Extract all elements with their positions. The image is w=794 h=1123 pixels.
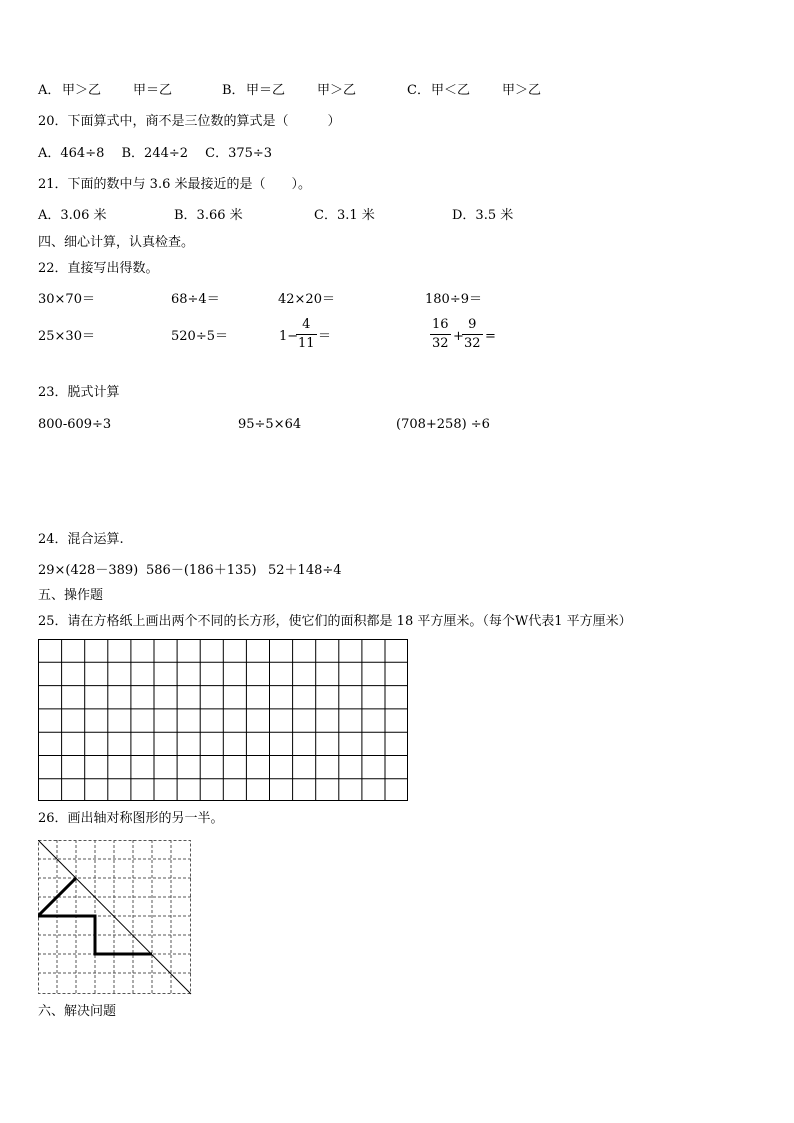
q25-square-grid [38,639,410,803]
q22-item-6: 520÷5＝ [171,329,228,344]
q21-option-c: C．3.1 米 [314,208,375,223]
q25-stem: 25．请在方格纸上画出两个不同的长方形，使它们的面积都是 18 平方厘米。（每个W代表1 平方厘米） [38,614,632,629]
q19-option-a-part2: 甲＝乙 [133,83,173,98]
q20-stem: 20．下面算式中，商不是三位数的算式是（ ） [38,114,341,129]
q19-option-b-part2: 甲＞乙 [317,83,357,98]
q21-stem: 21．下面的数中与 3.6 米最接近的是（ ）。 [38,177,311,192]
q24-item-3: 52＋148÷4 [268,563,342,578]
q22-frac2-plus: + [453,329,464,344]
q19-option-c-part2: 甲＞乙 [502,83,542,98]
q22-frac2-fraction-a [430,317,451,352]
q22-frac2-equals: = [485,329,496,344]
q23-item-1: 800-609÷3 [38,417,112,432]
section-5-heading: 五、操作题 [38,588,104,603]
q26-stem: 26．画出轴对称图形的另一半。 [38,811,224,826]
q22-frac1-lead: 1− [279,329,299,344]
q23-item-3: (708+258) ÷6 [396,417,490,432]
q21-option-a: A．3.06 米 [38,208,107,223]
q22-item-4: 180÷9＝ [425,292,482,307]
fraction-bar [430,334,451,335]
q23-stem: 23．脱式计算 [38,385,120,400]
q22-item-5: 25×30＝ [38,329,95,344]
q22-frac1-fraction [296,317,317,352]
q22-item-3: 42×20＝ [278,292,335,307]
fraction-bar [462,334,483,335]
q19-option-a-label: A． [38,83,61,98]
q22-item-1: 30×70＝ [38,292,95,307]
fraction-bar [296,334,317,335]
q22-frac2-numerator-b: 9 [468,317,477,332]
q19-option-a-part1: 甲＞乙 [62,83,102,98]
q19-option-b-label: B． [222,83,245,98]
q19-option-b-part1: 甲＝乙 [246,83,286,98]
section-6-heading: 六、解决问题 [38,1004,117,1019]
q22-frac2-numerator-a: 16 [432,317,449,332]
q23-item-2: 95÷5×64 [238,417,302,432]
q19-option-c-part1: 甲＜乙 [431,83,471,98]
q19-option-c-label: C． [407,83,430,98]
q26-symmetry-figure [38,840,192,996]
q22-frac2-denominator-a: 32 [432,336,449,351]
q22-frac1-denominator: 11 [298,336,315,351]
q22-frac1-numerator: 4 [302,317,311,332]
q24-item-2: 586－(186＋135) [146,563,257,578]
q22-item-2: 68÷4＝ [171,292,220,307]
q22-frac2-fraction-b [462,317,483,352]
q24-item-1: 29×(428－389) [38,563,139,578]
q21-option-d: D．3.5 米 [452,208,514,223]
q22-frac1-equals: ＝ [318,329,332,344]
q20-options: A．464÷8 B．244÷2 C．375÷3 [38,146,273,161]
q22-stem: 22．直接写出得数。 [38,261,159,276]
q24-stem: 24．混合运算. [38,532,124,547]
q21-option-b: B．3.66 米 [174,208,243,223]
section-4-heading: 四、细心计算，认真检查。 [38,235,195,250]
q22-frac2-denominator-b: 32 [464,336,481,351]
